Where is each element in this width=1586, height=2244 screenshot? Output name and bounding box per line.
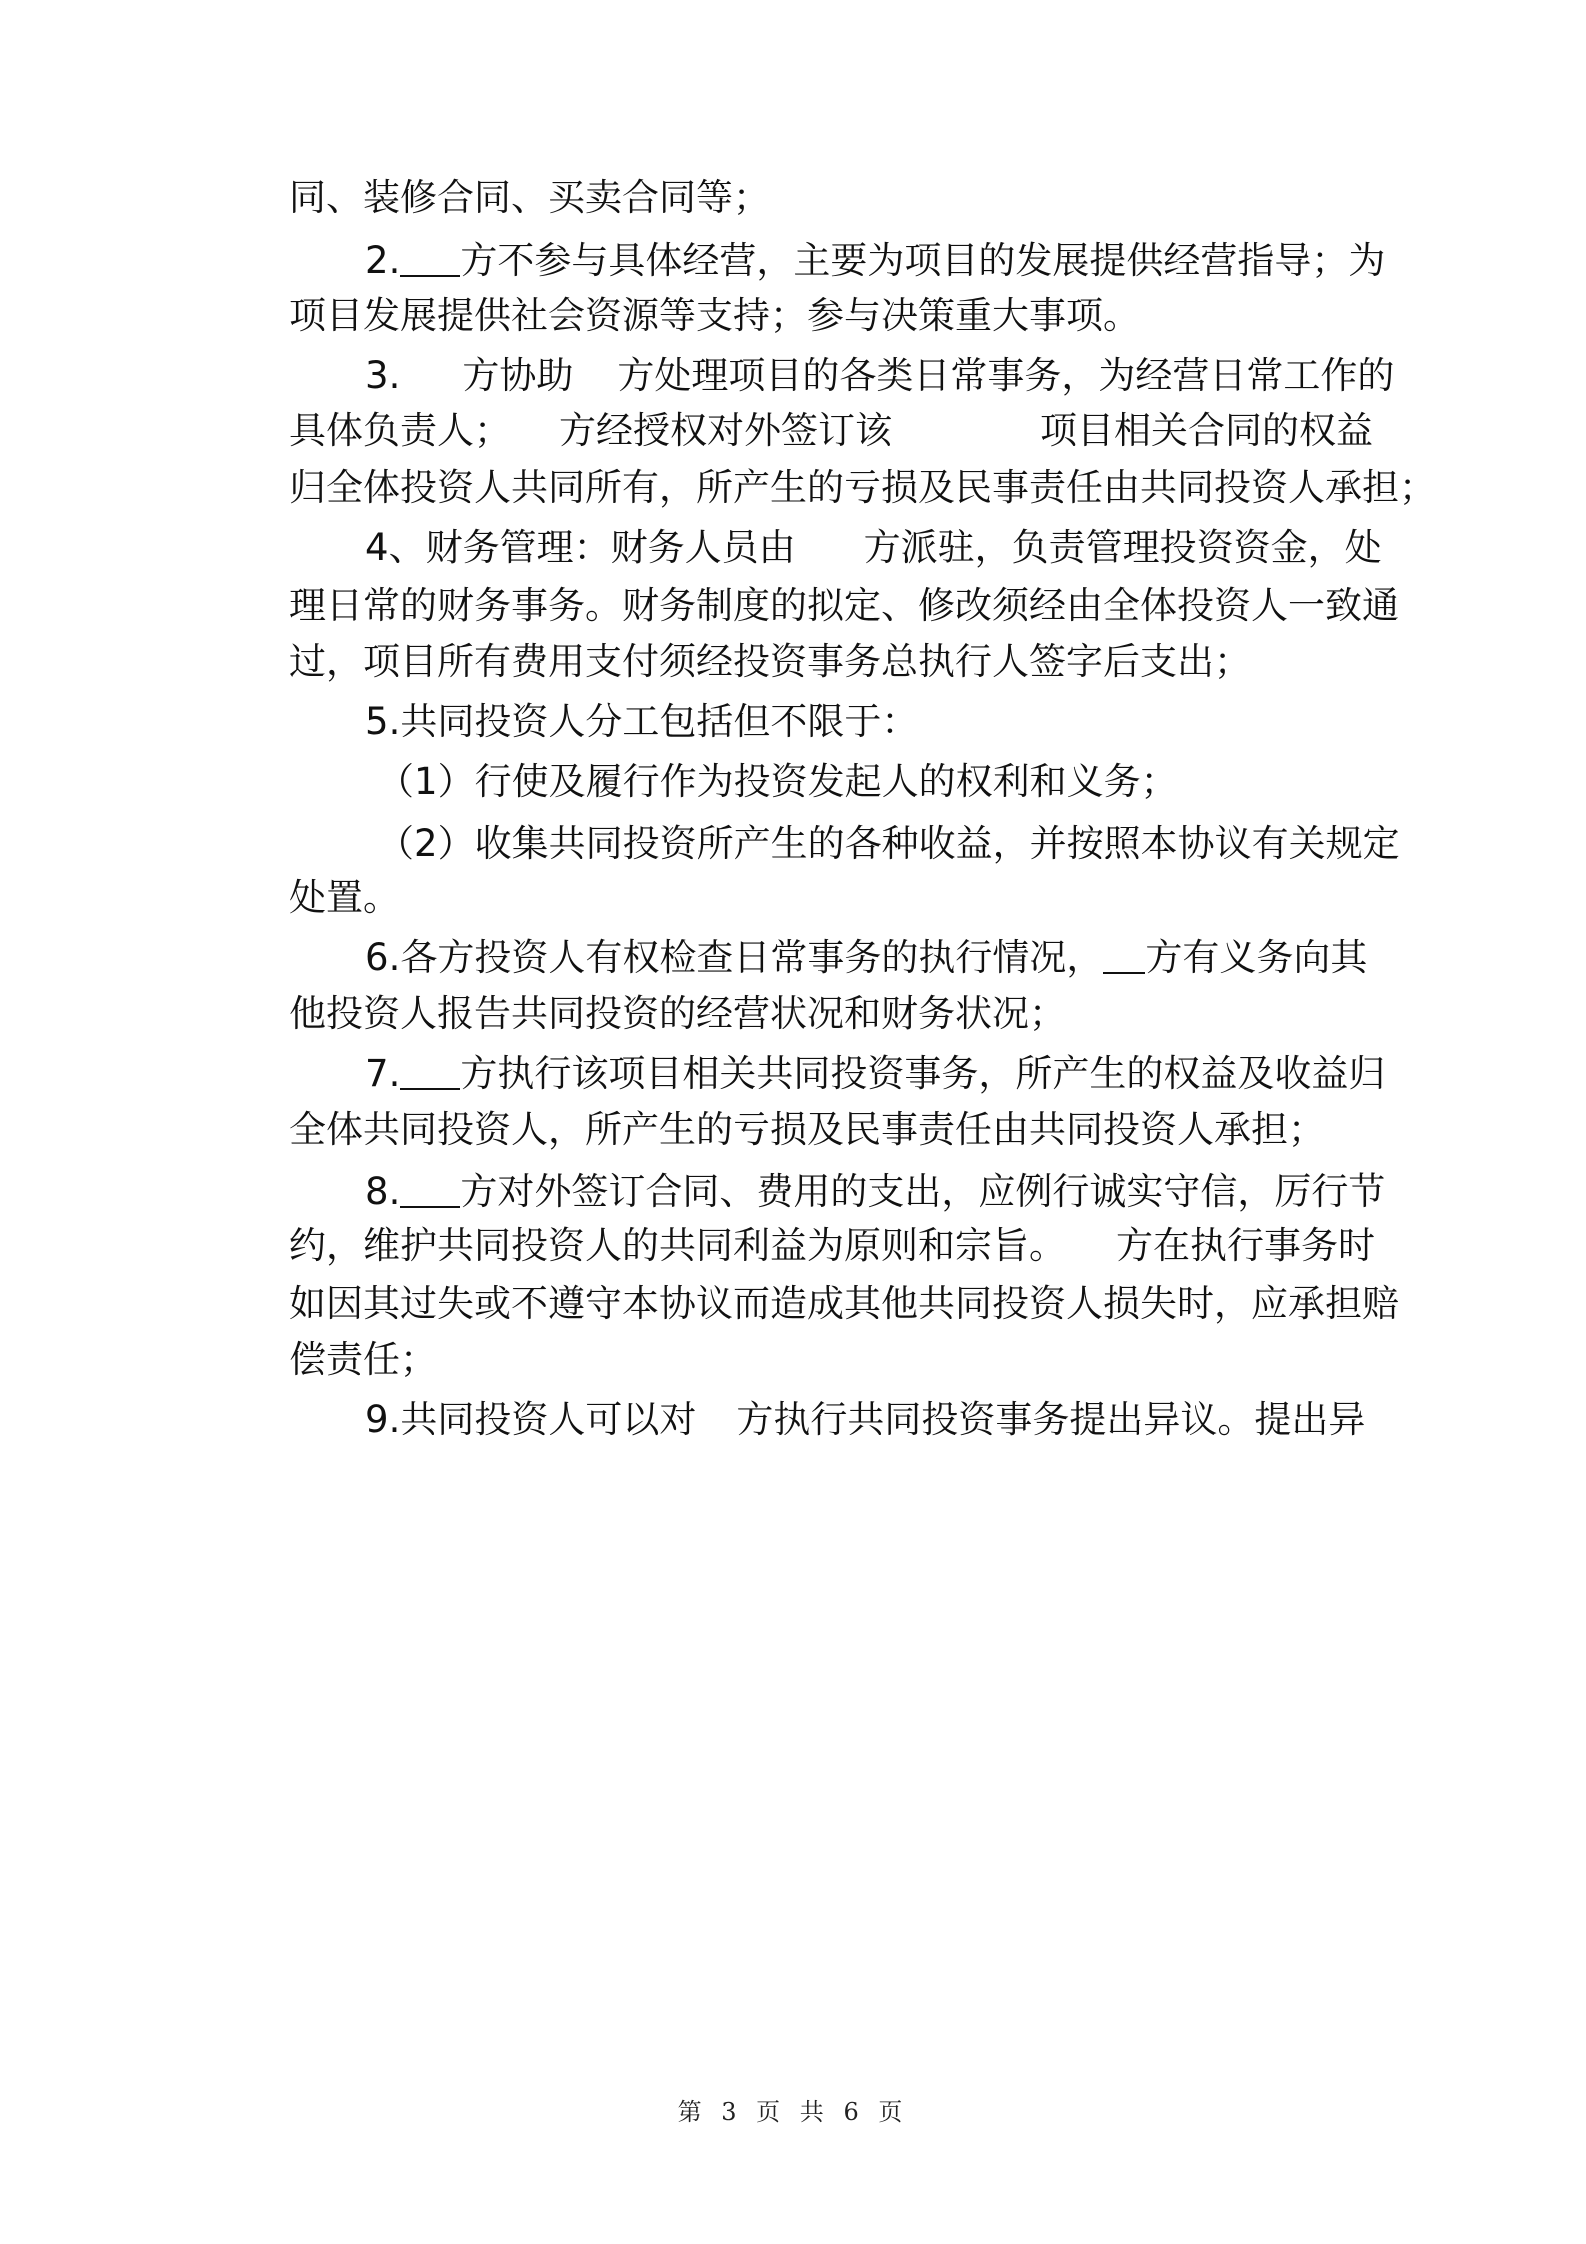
paragraph-text: 方协助 (462, 354, 574, 397)
blank-underline (1103, 942, 1145, 974)
paragraph-text: 具体负责人； (289, 409, 512, 452)
paragraph-text: 方在执行事务时 (1116, 1224, 1376, 1267)
paragraph-text: 项目相关合同的权益 (1040, 409, 1374, 452)
paragraph-text: 约，维护共同投资人的共同利益为原则和宗旨。 (289, 1224, 1067, 1267)
item-number: 8. (365, 1170, 401, 1213)
list-item: （1）行使及履行作为投资发起人的权利和义务； (377, 760, 1178, 803)
paragraph-text: 方不参与具体经营，主要为项目的发展提供经营指导；为 (460, 239, 1386, 282)
page-footer: 第 3 页 共 6 页 (677, 2098, 909, 2126)
paragraph-text: 理日常的财务事务。财务制度的拟定、修改须经由全体投资人一致通 (289, 584, 1400, 627)
paragraph-text: 他投资人报告共同投资的经营状况和财务状况； (289, 992, 1067, 1035)
paragraph-text: 方经授权对外签订该 (559, 409, 893, 452)
paragraph-text: 6.各方投资人有权检查日常事务的执行情况， (365, 936, 1104, 979)
paragraph-text: 偿责任； (289, 1338, 438, 1381)
paragraph-text: 如因其过失或不遵守本协议而造成其他共同投资人损失时，应承担赔 (289, 1282, 1400, 1325)
item-number: 2. (365, 239, 401, 282)
paragraph-text: 方派驻，负责管理投资资金，处 (863, 526, 1382, 569)
text-line (318, 1364, 1365, 1475)
paragraph-text: 方对外签订合同、费用的支出，应例行诚实守信，厉行节 (460, 1170, 1386, 1213)
paragraph-text: 5.共同投资人分工包括但不限于： (365, 700, 919, 743)
paragraph-text: 同、装修合同、买卖合同等； (289, 176, 771, 219)
paragraph-text: 方处理项目的各类日常事务，为经营日常工作的 (617, 354, 1395, 397)
paragraph-text: 项目发展提供社会资源等支持；参与决策重大事项。 (289, 294, 1141, 337)
paragraph-text: 处置。 (289, 876, 401, 919)
paragraph-text: 方执行共同投资事务提出异议。提出异 (736, 1398, 1366, 1441)
paragraph-text: 过，项目所有费用支付须经投资事务总执行人签字后支出； (289, 640, 1252, 683)
paragraph-text: 方有义务向其 (1145, 936, 1368, 979)
item-number: 7. (365, 1052, 401, 1095)
text-line (330, 788, 1400, 899)
paragraph-text: 方执行该项目相关共同投资事务，所产生的权益及收益归 (460, 1052, 1386, 1095)
paragraph-text: 归全体投资人共同所有，所产生的亏损及民事责任由共同投资人承担； (289, 466, 1437, 509)
item-number: 3. (365, 354, 401, 397)
paragraph-text: 4、财务管理：财务人员由 (365, 526, 796, 569)
paragraph-text: 全体共同投资人，所产生的亏损及民事责任由共同投资人承担； (289, 1108, 1326, 1151)
list-item: （2）收集共同投资所产生的各种收益，并按照本协议有关规定 (377, 822, 1400, 865)
paragraph-text: 9.共同投资人可以对 (365, 1398, 697, 1441)
